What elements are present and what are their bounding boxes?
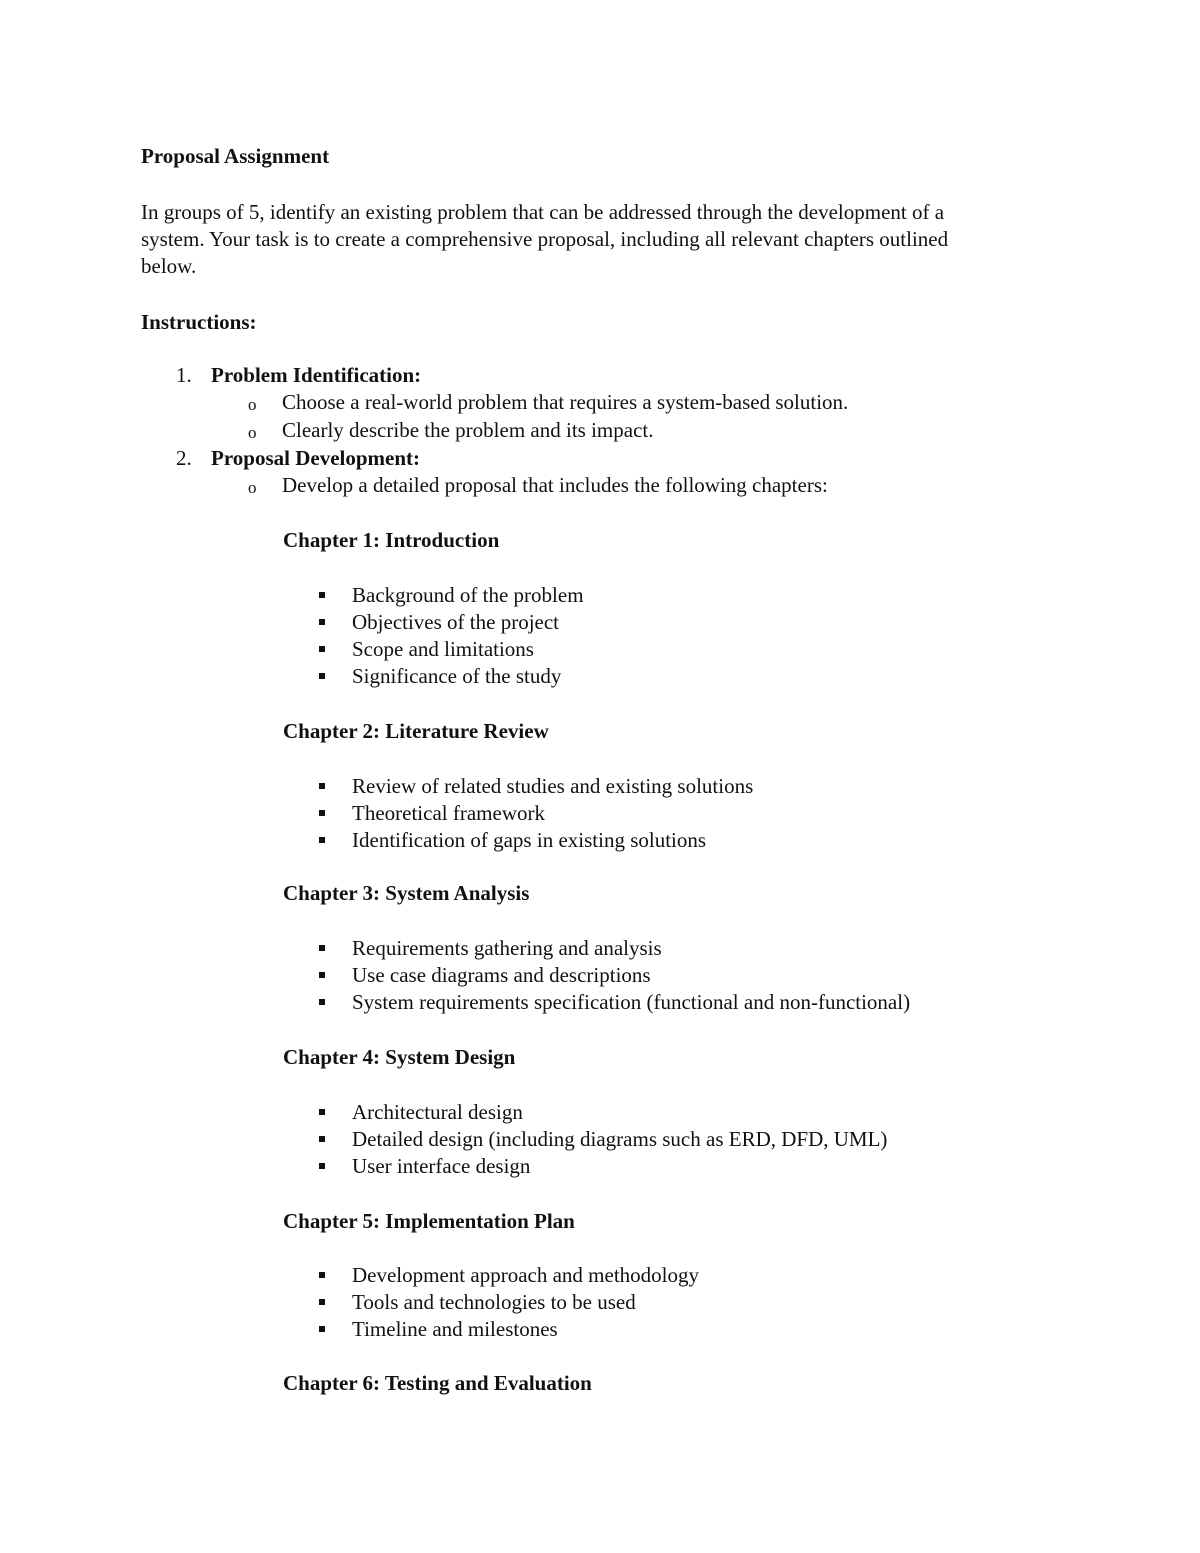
chapter-heading: Chapter 4: System Design	[283, 1045, 516, 1069]
chapter-item: Architectural design	[352, 1100, 523, 1124]
chapter-item: Theoretical framework	[352, 801, 545, 825]
step-subitem: Develop a detailed proposal that includes the following chapters:	[282, 473, 828, 497]
chapter-item: System requirements specification (functional and non-functional)	[352, 990, 911, 1014]
chapter-heading: Chapter 2: Literature Review	[283, 719, 549, 743]
hollow-bullet-icon: o	[248, 423, 257, 442]
chapter-item: Objectives of the project	[352, 610, 560, 634]
square-bullet-icon	[319, 945, 325, 951]
intro-line-3: below.	[141, 254, 197, 278]
chapter-item: Review of related studies and existing solutions	[352, 774, 754, 798]
step-subitem: Choose a real-world problem that requires a system-based solution.	[282, 390, 849, 414]
chapter-item: Development approach and methodology	[352, 1263, 699, 1287]
chapter-heading: Chapter 3: System Analysis	[283, 881, 530, 905]
step-subitem: Clearly describe the problem and its impact.	[282, 418, 654, 442]
chapter-item: Scope and limitations	[352, 637, 534, 661]
chapter-item: Identification of gaps in existing solutions	[352, 828, 707, 852]
step-number: 2.	[176, 446, 192, 470]
square-bullet-icon	[319, 1136, 325, 1142]
square-bullet-icon	[319, 783, 325, 789]
step-title: Problem Identification:	[211, 363, 422, 387]
hollow-bullet-icon: o	[248, 395, 257, 414]
square-bullet-icon	[319, 619, 325, 625]
instructions-heading: Instructions:	[141, 310, 257, 334]
square-bullet-icon	[319, 1272, 325, 1278]
chapter-heading: Chapter 1: Introduction	[283, 528, 500, 552]
square-bullet-icon	[319, 810, 325, 816]
step-title: Proposal Development:	[211, 446, 421, 470]
square-bullet-icon	[319, 999, 325, 1005]
intro-line-1: In groups of 5, identify an existing problem that can be addressed through the development of a	[141, 200, 945, 224]
chapter-item: Tools and technologies to be used	[352, 1290, 636, 1314]
square-bullet-icon	[319, 673, 325, 679]
square-bullet-icon	[319, 1299, 325, 1305]
chapter-heading: Chapter 6: Testing and Evaluation	[283, 1371, 592, 1395]
intro-line-2: system. Your task is to create a comprehensive proposal, including all relevant chapters outlined	[141, 227, 949, 251]
square-bullet-icon	[319, 646, 325, 652]
chapter-item: Detailed design (including diagrams such as ERD, DFD, UML)	[352, 1127, 888, 1151]
chapter-item: User interface design	[352, 1154, 531, 1178]
square-bullet-icon	[319, 837, 325, 843]
chapter-heading: Chapter 5: Implementation Plan	[283, 1209, 575, 1233]
chapter-item: Use case diagrams and descriptions	[352, 963, 651, 987]
square-bullet-icon	[319, 1163, 325, 1169]
square-bullet-icon	[319, 972, 325, 978]
square-bullet-icon	[319, 1109, 325, 1115]
chapter-item: Background of the problem	[352, 583, 584, 607]
step-number: 1.	[176, 363, 192, 387]
chapter-item: Timeline and milestones	[352, 1317, 558, 1341]
square-bullet-icon	[319, 1326, 325, 1332]
square-bullet-icon	[319, 592, 325, 598]
document-title: Proposal Assignment	[141, 144, 330, 168]
chapter-item: Requirements gathering and analysis	[352, 936, 662, 960]
hollow-bullet-icon: o	[248, 478, 257, 497]
chapter-item: Significance of the study	[352, 664, 562, 688]
